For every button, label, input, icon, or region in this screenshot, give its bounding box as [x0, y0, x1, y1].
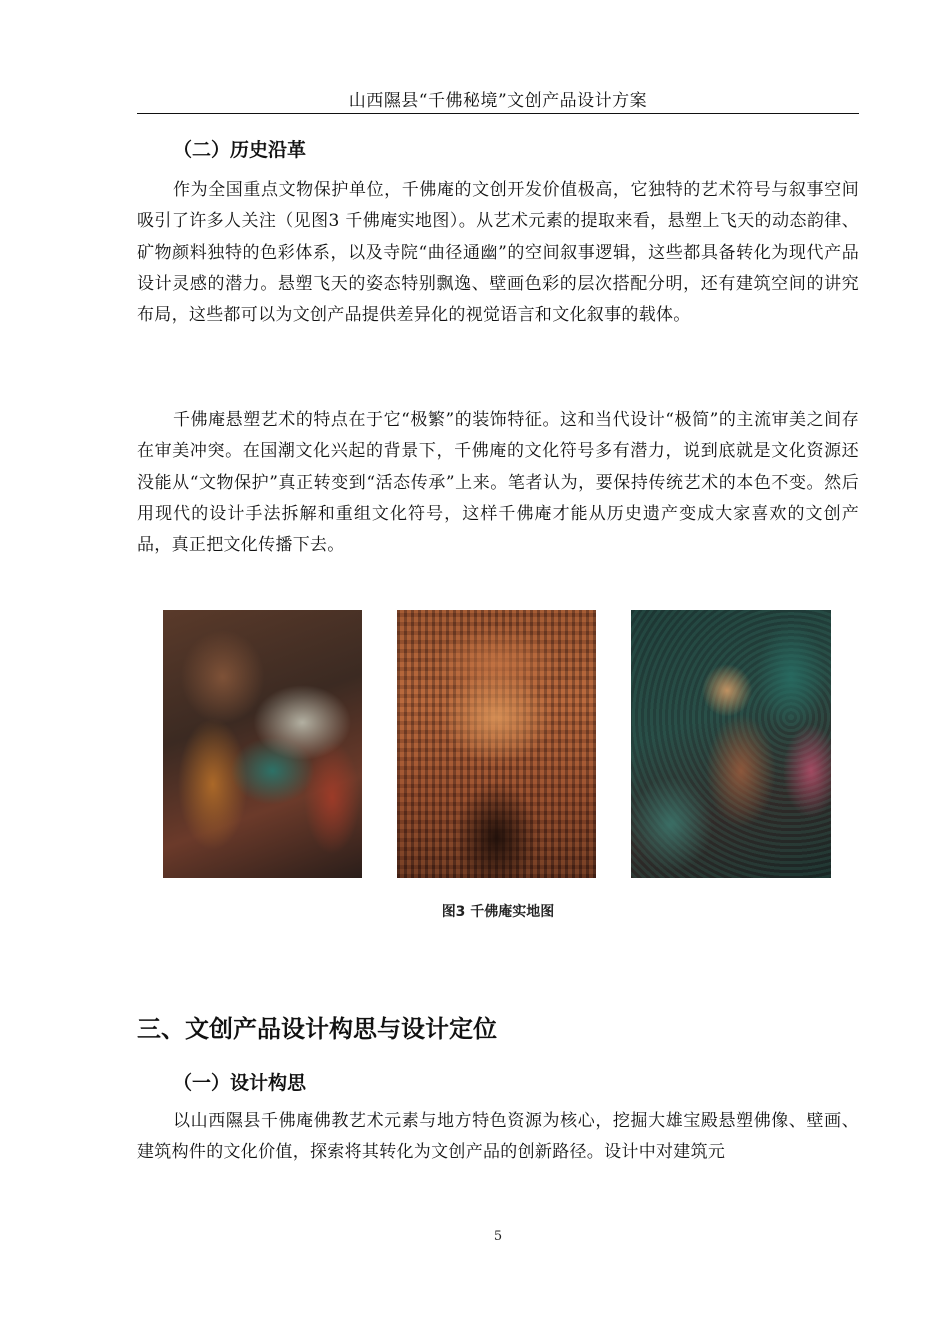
- running-header: 山西隰县“千佛秘境”文创产品设计方案: [348, 91, 648, 111]
- history-paragraph-2: 千佛庵悬塑艺术的特点在于它“极繁”的装饰特征。这和当代设计“极简”的主流审美之间存在审美冲突。在国潮文化兴起的背景下，千佛庵的文化符号多有潜力，说到底就是文化资源还没能从“文物保护”真正转变到“活态传承”上来。笔者认为，要保持传统艺术的本色不变。然后用现代的设计手法拆解和重组文化符号，这样千佛庵才能从历史遗产变成大家喜欢的文创产品，真正把文化传播下去。: [137, 410, 859, 556]
- page-number: 5: [493, 1229, 503, 1244]
- figure-caption: 图3 千佛庵实地图: [441, 904, 555, 920]
- temple-photo-suspended-sculpture: [163, 610, 362, 878]
- header-rule: [137, 113, 859, 114]
- design-concept-paragraph: 以山西隰县千佛庵佛教艺术元素与地方特色资源为核心，挖掘大雄宝殿悬塑佛像、壁画、建筑构件的文化价值，探索将其转化为文创产品的创新路径。设计中对建筑元: [137, 1111, 859, 1163]
- history-paragraph-1: 作为全国重点文物保护单位，千佛庵的文创开发价值极高，它独特的艺术符号与叙事空间吸引了许多人关注（见图3 千佛庵实地图）。从艺术元素的提取来看，悬塑上飞天的动态韵律、矿物颜料独特的色彩体系，以及寺院“曲径通幽”的空间叙事逻辑，这些都具备转化为现代产品设计灵感的潜力。悬塑飞天的姿态特别飘逸、壁画色彩的层次搭配分明，还有建筑空间的讲究布局，这些都可以为文创产品提供差异化的视觉语言和文化叙事的载体。: [137, 180, 859, 326]
- history-heading: （二）历史沿革: [173, 139, 307, 161]
- section-three-heading: 三、文创产品设计构思与设计定位: [137, 1015, 497, 1043]
- temple-photo-ceiling: [397, 610, 596, 878]
- temple-photo-bodhisattva: [631, 610, 831, 878]
- design-concept-heading: （一）设计构思: [173, 1072, 307, 1094]
